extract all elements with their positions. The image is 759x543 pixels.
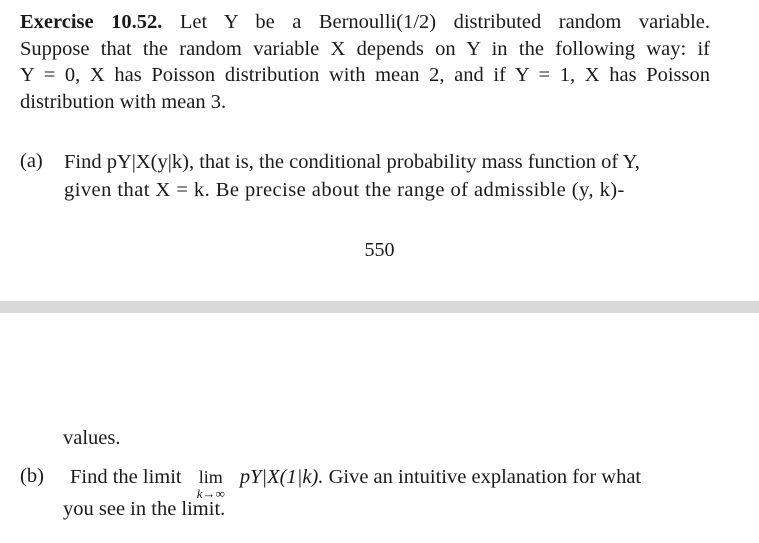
page-separator [0, 301, 759, 313]
exercise-line-4: distribution with mean 3. [20, 90, 227, 113]
part-a-line-2: given that X = k. Be precise about the range of admissible (y, k)- [64, 179, 625, 201]
part-b-expression: pY|X(1|k). [239, 466, 324, 488]
limit-word: lim [198, 467, 223, 487]
part-b-post: Give an intuitive explanation for what [328, 466, 642, 488]
part-b-label: (b) [20, 465, 44, 487]
exercise-line-1 [20, 9, 710, 36]
part-a-continued: values. [63, 427, 121, 449]
limit-operator [187, 463, 235, 501]
exercise-label: Exercise 10.52. [20, 11, 163, 33]
part-a-label: (a) [20, 150, 43, 172]
page-bottom [0, 313, 759, 543]
exercise-text-1: Let Y be a Bernoulli(1/2) distributed random variable. [179, 11, 711, 33]
exercise-line-3: Y = 0, X has Poisson distribution with mean 2, and if Y = 1, X has Poisson [20, 64, 710, 86]
part-a-line-1: Find pY|X(y|k), that is, the conditional probability mass function of Y, [64, 151, 640, 173]
part-b-line-2: you see in the limit. [63, 498, 226, 520]
exercise-paragraph [20, 9, 710, 115]
part-b-pre: Find the limit [70, 466, 182, 488]
limit-subscript: k→∞ [196, 486, 225, 501]
part-b-line-1 [70, 463, 642, 501]
page-number: 550 [364, 239, 395, 261]
exercise-line-2: Suppose that the random variable X depends on Y in the following way: if [20, 37, 710, 60]
